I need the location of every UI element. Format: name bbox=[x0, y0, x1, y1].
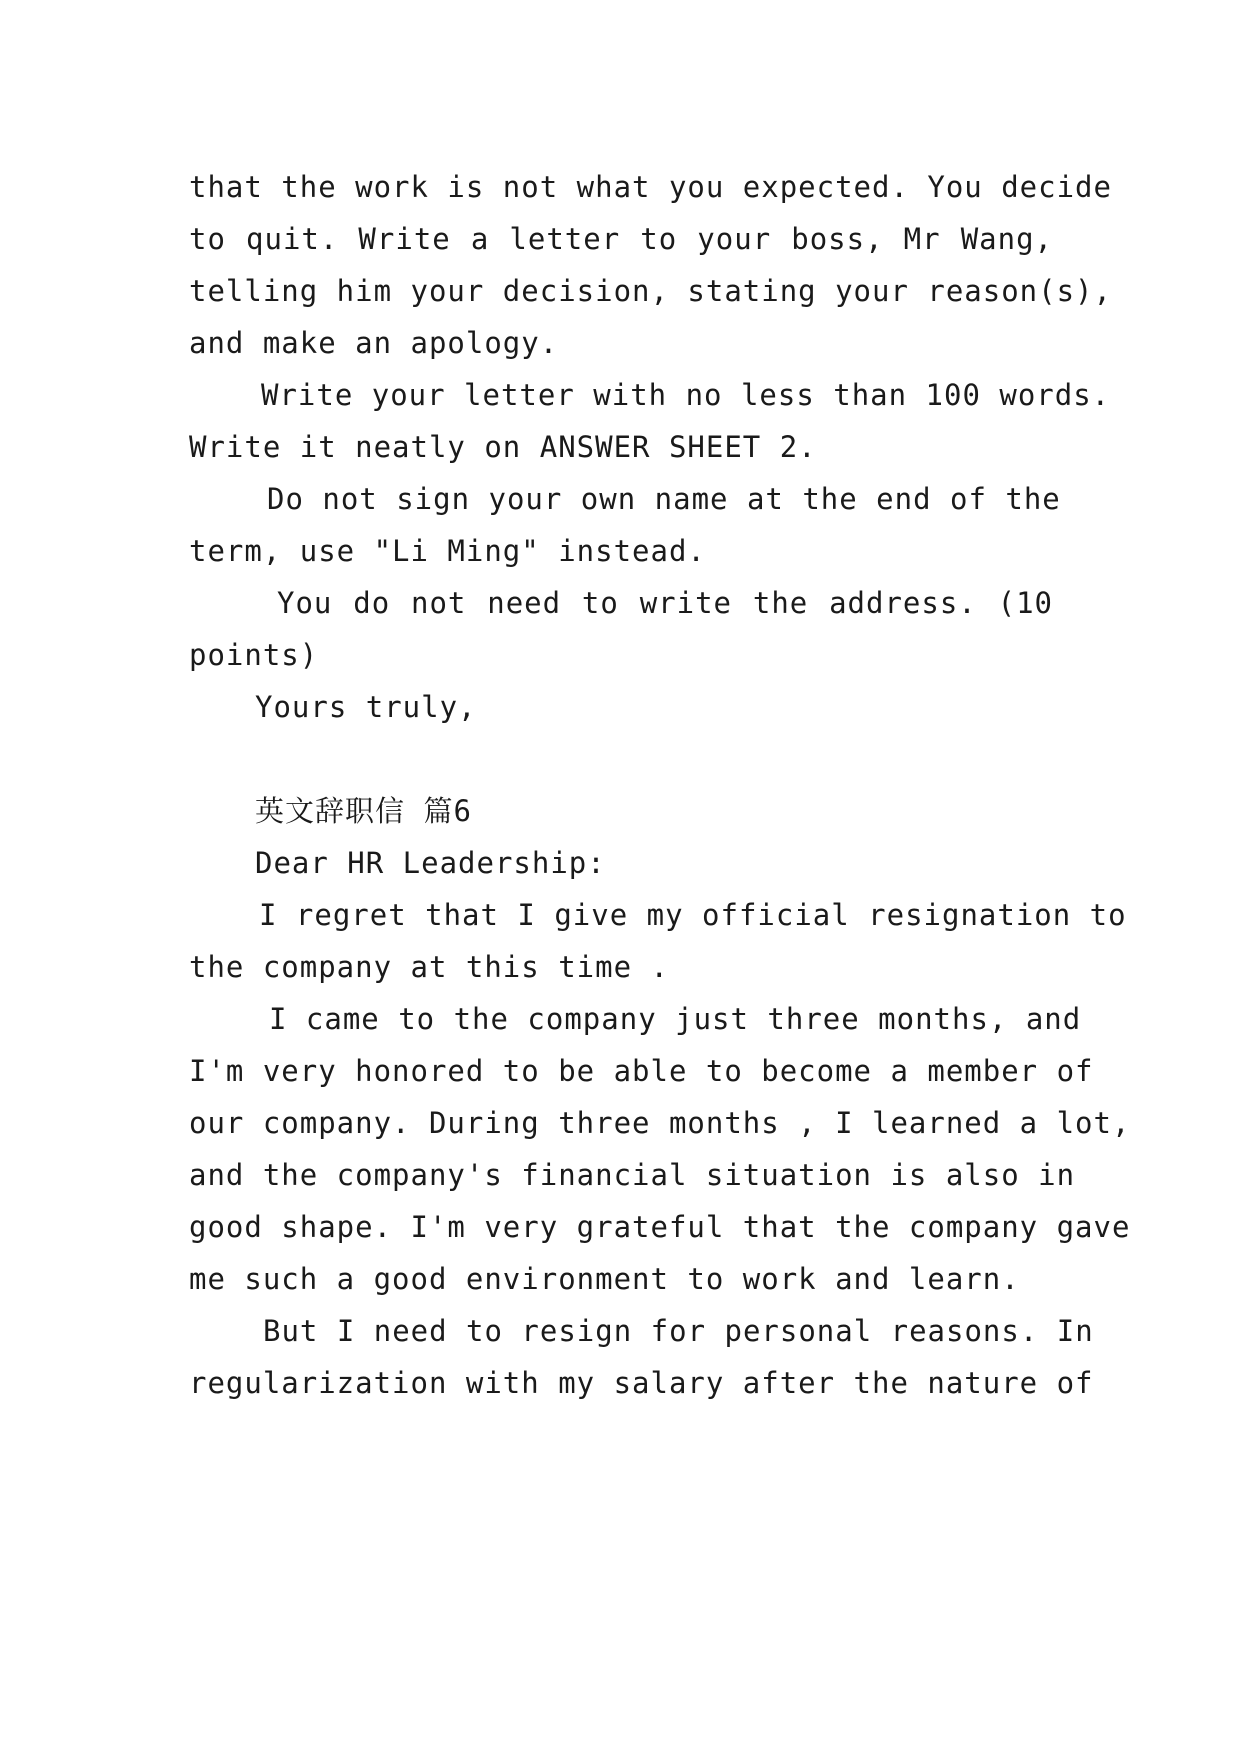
text-line: telling him your decision, stating your reason(s), bbox=[189, 274, 1112, 308]
text-line: our company. During three months , I learned a lot, bbox=[189, 1106, 1131, 1140]
text-line: You do not need to write the address. (10 bbox=[277, 586, 1053, 620]
text-line: good shape. I'm very grateful that the company gave bbox=[189, 1210, 1131, 1244]
text-line: and make an apology. bbox=[189, 326, 559, 360]
text-line: term, use "Li Ming" instead. bbox=[189, 534, 706, 568]
salutation: Dear HR Leadership: bbox=[255, 846, 606, 880]
text-line: I regret that I give my official resignation to bbox=[259, 898, 1127, 932]
text-line: regularization with my salary after the nature of bbox=[189, 1366, 1094, 1400]
text-line: But I need to resign for personal reasons. In bbox=[263, 1314, 1094, 1348]
closing-line: Yours truly, bbox=[255, 690, 477, 724]
text-line: that the work is not what you expected. You decide bbox=[189, 170, 1112, 204]
text-line: I'm very honored to be able to become a member of bbox=[189, 1054, 1094, 1088]
text-line: points) bbox=[189, 638, 319, 672]
text-line: I came to the company just three months, and bbox=[269, 1002, 1082, 1036]
text-line: Write your letter with no less than 100 words. bbox=[261, 378, 1111, 412]
text-line: Do not sign your own name at the end of the bbox=[267, 482, 1061, 516]
text-line: the company at this time . bbox=[189, 950, 669, 984]
text-line: and the company's financial situation is also in bbox=[189, 1158, 1076, 1192]
text-line: to quit. Write a letter to your boss, Mr Wang, bbox=[189, 222, 1053, 256]
text-line: Write it neatly on ANSWER SHEET 2. bbox=[189, 430, 817, 464]
text-line: me such a good environment to work and learn. bbox=[189, 1262, 1020, 1296]
section-heading: 英文辞职信 篇6 bbox=[255, 794, 472, 828]
